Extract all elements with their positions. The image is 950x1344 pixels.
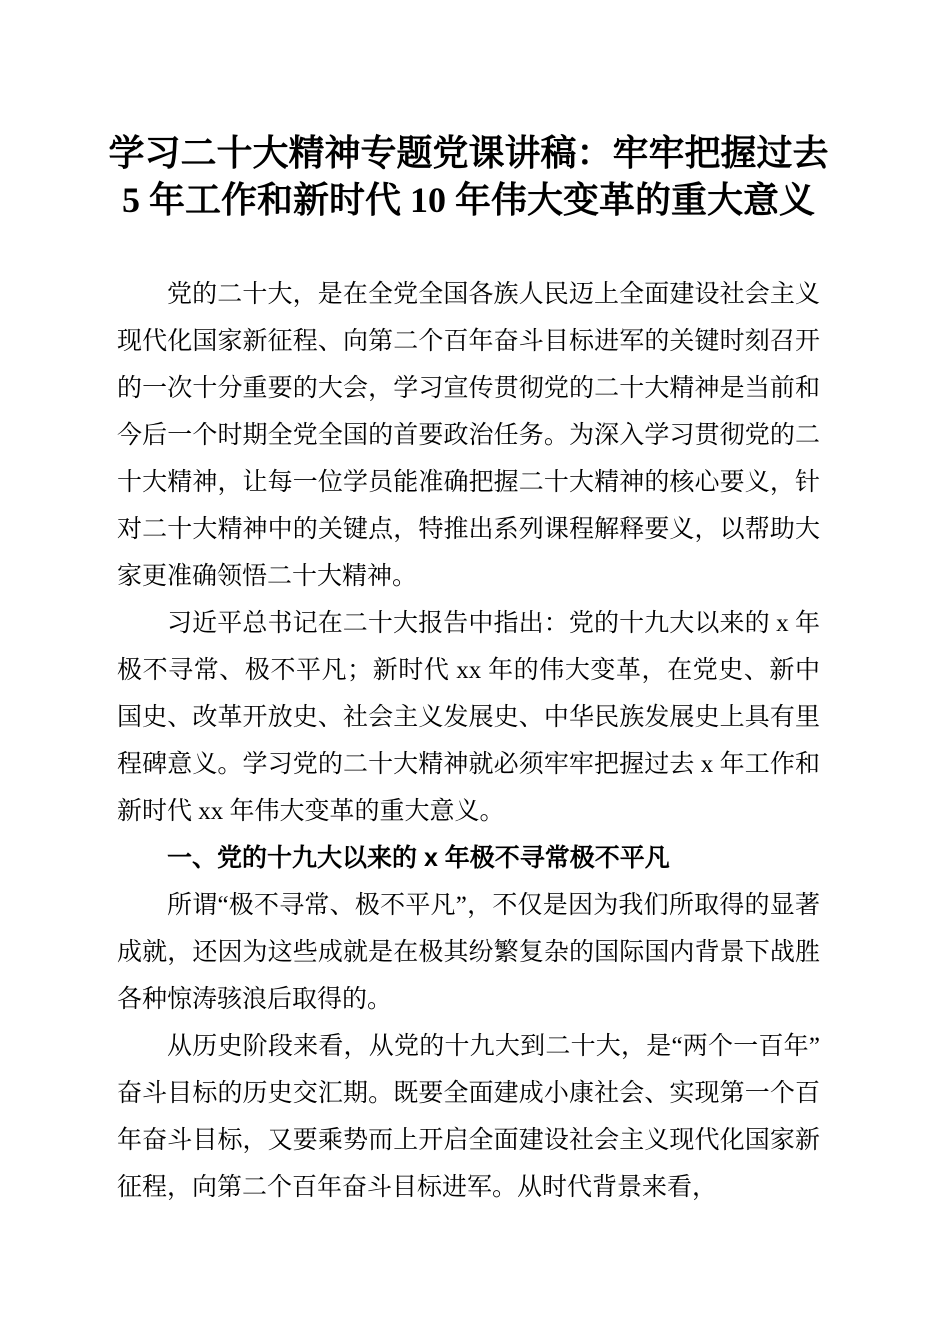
document-title-line-1: 学习二十大精神专题党课讲稿：牢牢把握过去 <box>108 133 829 173</box>
section-1-heading: 一、党的十九大以来的 x 年极不寻常极不平凡 <box>167 844 670 872</box>
intro-paragraph-1: 党的二十大，是在全党全国各族人民迈上全面建设社会主义现代化国家新征程、向第二个百年奋斗目标进军的关键时刻召开的一次十分重要的大会，学习宣传贯彻党的二十大精神是当前和今后一个时期全党全国的首要政治任务。为深入学习贯彻党的二十大精神，让每一位学员能准确把握二十大精神的核心要义，针对二十大精神中的关键点，特推出系列课程解释要义，以帮助大家更准确领悟二十大精神。 <box>117 281 820 590</box>
document-title <box>90 130 847 224</box>
document-title-line-2: 5 年工作和新时代 10 年伟大变革的重大意义 <box>121 180 815 220</box>
section-1-paragraph-2: 从历史阶段来看，从党的十九大到二十大，是“两个一百年”奋斗目标的历史交汇期。既要全面建成小康社会、实现第一个百年奋斗目标，又要乘势而上开启全面建设社会主义现代化国家新征程，向第二个百年奋斗目标进军。从时代背景来看， <box>117 1033 820 1201</box>
section-1-paragraph-1: 所谓“极不寻常、极不平凡”，不仅是因为我们所取得的显著成就，还因为这些成就是在极其纷繁复杂的国际国内背景下战胜各种惊涛骇浪后取得的。 <box>117 892 820 1013</box>
intro-paragraph-2: 习近平总书记在二十大报告中指出：党的十九大以来的 x 年极不寻常、极不平凡；新时代 xx 年的伟大变革，在党史、新中国史、改革开放史、社会主义发展史、中华民族发展史上具有里程碑意义。学习党的二十大精神就必须牢牢把握过去 x 年工作和新时代 xx 年伟大变革的重大意义。 <box>117 610 820 825</box>
